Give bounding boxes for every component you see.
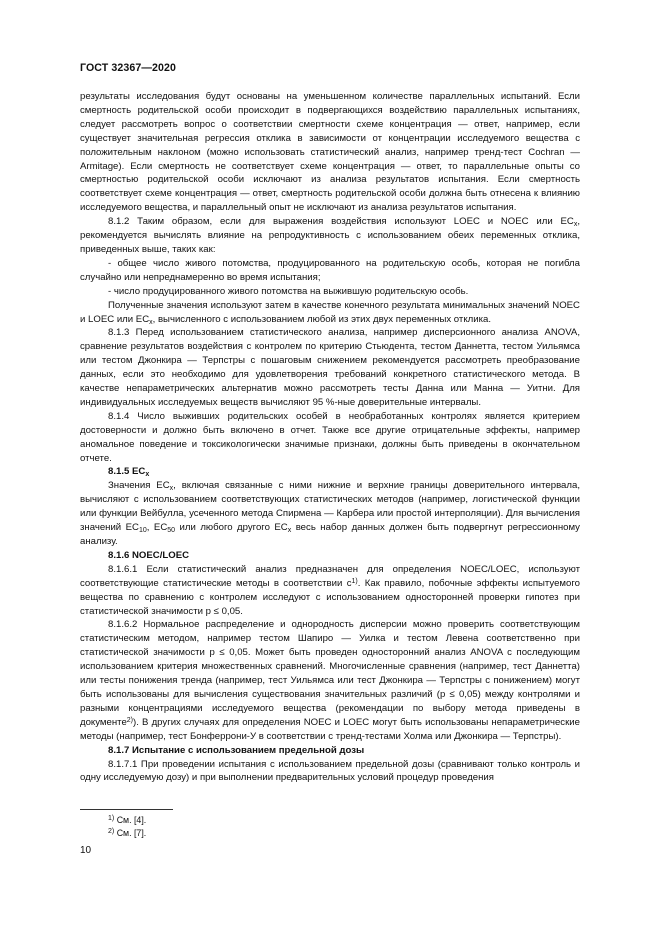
- paragraph-8-1-6-1: [80, 563, 580, 619]
- footnote-text: См. [7].: [116, 828, 147, 838]
- text: , вычисленного с использованием любой из этих двух переменных отклика.: [152, 313, 491, 325]
- paragraph-8-1-4: 8.1.4 Число выживших родительских особей в необработанных контролях является критерием достоверности и должно быть включено в отчет. Также все другие отрицательные эффекты, например аномальное поведение и токсикологически значимые признаки, должны быть приведены в окончательном отчете.: [80, 410, 580, 464]
- paragraph: [80, 299, 580, 327]
- subscript: x: [287, 527, 292, 535]
- text: 8.1.6.1 Если статистический анализ предназначен для определения NOEC/LOEC, используют соответствующие статистические методы в соответствии с: [80, 563, 580, 589]
- subscript: 50: [167, 527, 176, 535]
- text: весь набор данных должен быть подвергнут регрессионному анализу.: [80, 522, 580, 547]
- subscript: x: [149, 318, 153, 326]
- document-header: ГОСТ 32367—2020: [80, 62, 177, 74]
- footnote-mark: 1): [108, 815, 115, 822]
- text: 8.1.2 Таким образом, если для выражения воздействия используют LOEC и NOEC или EC: [108, 216, 574, 228]
- subscript: 10: [138, 527, 147, 535]
- footnote-mark: 2): [108, 828, 115, 835]
- footnote-ref[interactable]: 2): [126, 716, 134, 724]
- footnote: [80, 814, 580, 827]
- subscript: x: [573, 221, 578, 229]
- paragraph: результаты исследования будут основаны на уменьшенном количестве параллельных испытаний. Если смертность родительской особи происходит в подвергающихся воздействию параллельных испытаниях, следует рассмотреть вопрос о соответствии смертности схеме концентрация — ответ, например, если существует значительная регрессия отклика в зависимости от концентрации исследуемого вещества с положительным наклоном (можно использовать статистический анализ, например тренд-тест Cochran — Armitage). Если смертность не соответствует схеме концентрация — ответ, то параллельные опыты со смертностью родительской особи исключают из анализа результатов испытания. Если смертность соответствует схеме концентрация — ответ, смертность родительской особи должна быть отнесена к влиянию исследуемого вещества, и параллельный опыт не исключают из анализа результатов испытания.: [80, 91, 580, 214]
- paragraph-8-1-2: [80, 215, 580, 257]
- text: 8.1.6.2 Нормальное распределение и однородность дисперсии можно проверить соответствующим статистическим методом, например тестом Шапиро — Уилка и тестом Левена соответственно при статистической значимости р ≤ 0,05. Может быть проведен односторонний анализ ANOVA с последующим использованием критерия множественных сравнений. Многочисленные сравнения (например, тест Даннетта) или тесты понижения тренда (например, тест Уильямса или тест Джонкира — Терпстры с понижением) могут быть использованы для вычисления существования значительных различий (р ≤ 0,05) между контролями и разными концентрациями исследуемого вещества (рекомендации по выбору метода приведены в документе: [80, 619, 580, 728]
- text: Полученные значения используют затем в качестве конечного результата минимальных значений NOEC и LOEC или EC: [80, 299, 580, 325]
- footnotes: [80, 814, 580, 840]
- section-heading-8-1-6: 8.1.6 NOEC/LOEC: [108, 549, 190, 561]
- text: . Как правило, побочные эффекты испытуемого вещества по сравнению с контролем исследуют с использованием односторонней проверки гипотез при статистической значимости р ≤ 0,05.: [80, 577, 580, 617]
- list-item: - число продуцированного живого потомства на выжившую родительскую особь.: [108, 285, 469, 297]
- text: или любого другого EC: [175, 522, 288, 534]
- paragraph: [80, 479, 580, 549]
- list-item: - общее число живого потомства, продуцированного на родительскую особь, которая не погибла случайно или непреднамеренно во время испытания;: [80, 257, 580, 283]
- text: ). В других случаях для определения NOEC и LOEC могут быть использованы непараметрические методы (например, тест Бонферрони-У в соответствии с тренд-тестами Холма или Джонкира — Терпстры).: [80, 716, 580, 742]
- footnote-text: См. [4].: [116, 815, 147, 825]
- footnote-divider: [80, 809, 173, 810]
- section-heading-8-1-5: [80, 465, 580, 479]
- text: , рекомендуется вычислять влияние на репродуктивность с использованием обеих переменных отклика, приведенных выше, таких как:: [80, 216, 580, 255]
- paragraph-8-1-6-2: [80, 618, 580, 743]
- text: Значения EC: [108, 480, 170, 492]
- text: , включая связанные с ними нижние и верхние границы доверительного интервала, вычисляют с использованием соответствующих статистических методов (например, логистической функции или функции Вейбулла, усеченного метода Спирмена — Карбера или простой интерполяции). Для вычисления значений EC: [80, 480, 580, 534]
- subscript: x: [169, 485, 174, 493]
- subscript: x: [145, 471, 150, 479]
- paragraph-8-1-7-1: 8.1.7.1 При проведении испытания с использованием предельной дозы (сравнивают только контроль и одну исследуемую дозу) и при выполнении предварительных условий процедур проведения: [80, 758, 580, 784]
- text: 8.1.5 EC: [108, 466, 146, 478]
- footnote: [80, 827, 580, 840]
- section-heading-8-1-7: 8.1.7 Испытание с использованием предельной дозы: [108, 744, 365, 756]
- page-number: 10: [80, 845, 92, 856]
- paragraph-8-1-3: 8.1.3 Перед использованием статистического анализа, например дисперсионного анализа ANOVA, сравнение результатов воздействия с контролем по критерию Стьюдента, тестом Даннетта, тестом Уильямса или тестом Джонкира — Терпстры с пошаговым снижением рекомендуется рассмотреть преобразование данных, если это необходимо для удовлетворения требований конкретного статистического метода. В качестве непараметрических альтернатив можно рассмотреть тесты Данна или Манна — Уитни. Для индивидуальных исследуемых веществ вычисляют 95 %-ные доверительные интервалы.: [80, 327, 580, 408]
- footnote-ref[interactable]: 1): [351, 577, 358, 585]
- document-body: [80, 90, 580, 785]
- text: , EC: [146, 522, 168, 534]
